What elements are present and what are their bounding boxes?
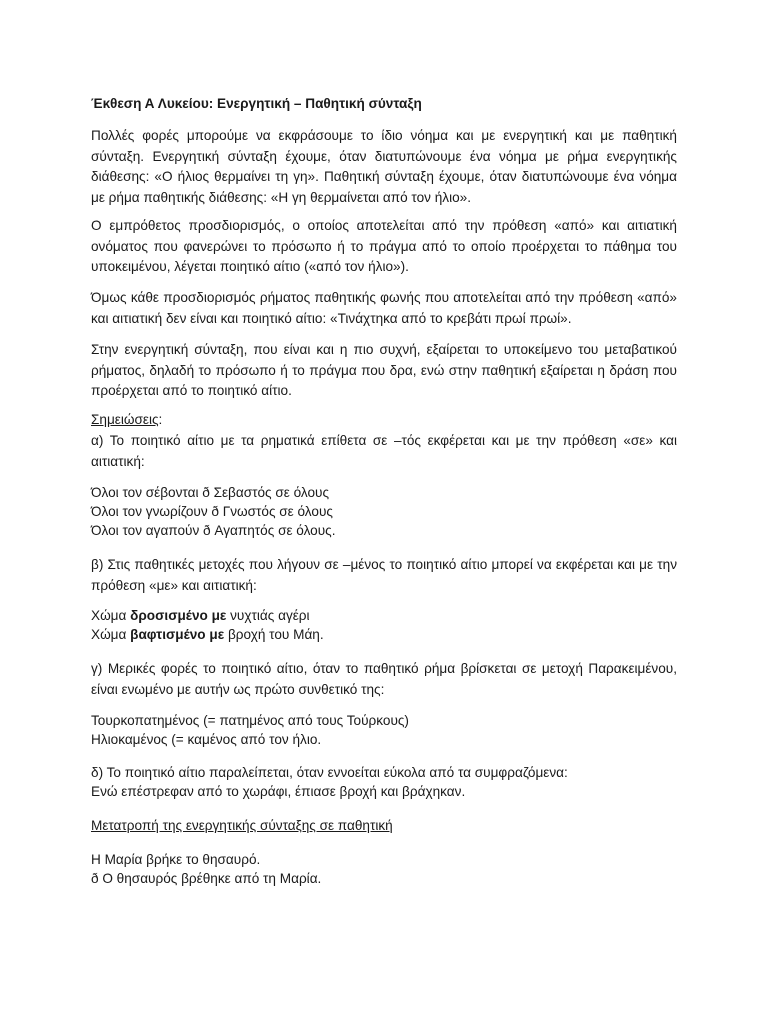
note-b-example-1-post: νυχτιάς αγέρι (226, 608, 310, 623)
conversion-line-2: ð Ο θησαυρός βρέθηκε από τη Μαρία. (91, 871, 322, 886)
note-a-text: Το ποιητικό αίτιο με τα ρηματικά επίθετα σε –τός εκφέρεται και με την πρόθεση «σε» και αιτιατική: (91, 433, 677, 469)
note-c-label: γ) (91, 661, 103, 676)
note-d (91, 763, 677, 784)
note-d-label: δ) (91, 765, 104, 780)
note-c-example-1: Τουρκοπατημένος (= πατημένος από τους Τούρκους) (91, 713, 409, 728)
note-b-example-1-bold: δροσισμένο με (130, 608, 227, 623)
note-b-label: β) (91, 557, 104, 572)
note-c (91, 659, 677, 700)
note-c-example-2: Ηλιοκαμένος (= καμένος από τον ήλιο. (91, 732, 322, 747)
note-b-example-2 (91, 625, 677, 646)
note-c-text: Μερικές φορές το ποιητικό αίτιο, όταν το παθητικό ρήμα βρίσκεται σε μετοχή Παρακειμένου, είναι ενωμένο με αυτήν ως πρώτο συνθετικό της: (91, 661, 677, 697)
note-d-text: Το ποιητικό αίτιο παραλείπεται, όταν εννοείται εύκολα από τα συμφραζόμενα: (103, 765, 568, 780)
note-b-example-2-pre: Χώμα (91, 627, 131, 642)
conversion-heading: Μετατροπή της ενεργητικής σύνταξης σε παθητική (91, 818, 393, 833)
notes-heading-line (91, 410, 677, 431)
note-a-label: α) (91, 433, 104, 448)
document-title: Έκθεση Α Λυκείου: Ενεργητική – Παθητική σύνταξη (91, 96, 422, 111)
note-b-example-2-post: βροχή του Μάη. (224, 627, 324, 642)
paragraph-exception: Όμως κάθε προσδιορισμός ρήματος παθητικής φωνής που αποτελείται από την πρόθεση «από» και αιτιατική δεν είναι και ποιητικό αίτιο: «Τινάχτηκα από το κρεβάτι πρωί πρωί». (91, 290, 677, 326)
note-b-example-1-pre: Χώμα (91, 608, 131, 623)
paragraph-active-passive: Πολλές φορές μπορούμε να εκφράσουμε το ίδιο νόημα και με ενεργητική και με παθητική σύνταξη. Ενεργητική σύνταξη έχουμε, όταν διατυπώνουμε ένα νόημα με ρήμα ενεργητικής διάθεσης: «Ο ήλιος θερμαίνει τη γη». Παθητική σύνταξη έχουμε, όταν διατυπώνουμε ένα νόημα με ρήμα παθητικής διάθεσης: «Η γη θερμαίνεται από τον ήλιο». (91, 128, 677, 205)
notes-heading-colon: : (158, 412, 163, 427)
note-a (91, 431, 677, 472)
note-a-example-1: Όλοι τον σέβονται ð Σεβαστός σε όλους (91, 485, 330, 500)
note-d-example: Ενώ επέστρεφαν από το χωράφι, έπιασε βροχή και βράχηκαν. (91, 784, 466, 799)
conversion-line-1: Η Μαρία βρήκε το θησαυρό. (91, 852, 261, 867)
note-b (91, 555, 677, 596)
paragraph-agent-definition: Ο εμπρόθετος προσδιορισμός, ο οποίος αποτελείται από την πρόθεση «από» και αιτιατική ονόματος που φανερώνει το πρόσωπο ή το πράγμα από το οποίο προέρχεται το πάθημα του υποκειμένου, λέγεται ποιητικό αίτιο («από τον ήλιο»). (91, 218, 677, 274)
note-a-example-3: Όλοι τον αγαπούν ð Αγαπητός σε όλους. (91, 523, 336, 538)
note-a-example-2: Όλοι τον γνωρίζουν ð Γνωστός σε όλους (91, 504, 333, 519)
note-b-text: Στις παθητικές μετοχές που λήγουν σε –μένος το ποιητικό αίτιο μπορεί να εκφέρεται και με την πρόθεση «με» και αιτιατική: (91, 557, 677, 593)
note-b-example-2-bold: βαφτισμένο με (130, 627, 225, 642)
note-b-example-1 (91, 606, 677, 627)
paragraph-emphasis: Στην ενεργητική σύνταξη, που είναι και η πιο συχνή, εξαίρεται το υποκείμενο του μεταβατικού ρήματος, δηλαδή το πρόσωπο ή το πράγμα που δρα, ενώ στην παθητική εξαίρεται η δράση που προέρχεται από το ποιητικό αίτιο. (91, 342, 677, 398)
notes-heading: Σημειώσεις (91, 412, 159, 427)
